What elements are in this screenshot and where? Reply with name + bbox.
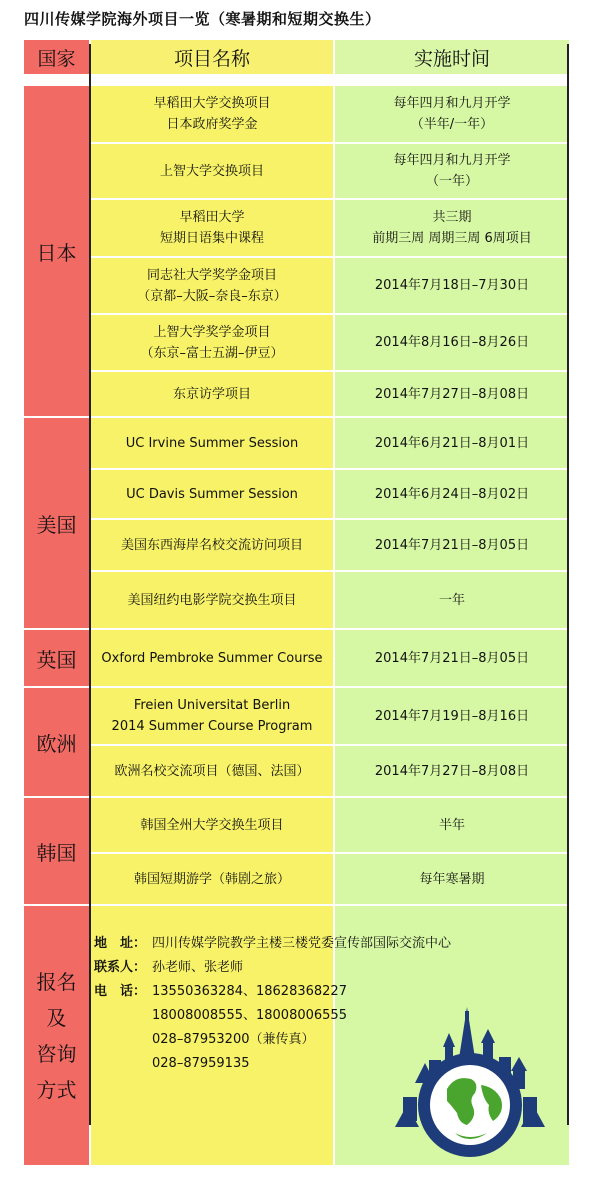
schedule-line: 每年寒暑期 (419, 871, 485, 887)
schedule-cell (335, 852, 569, 904)
schedule-cell (335, 744, 569, 796)
schedule-cell (335, 256, 569, 313)
schedule-cell (335, 518, 569, 570)
column-divider-right (567, 44, 569, 1125)
project-name-cell (91, 796, 333, 852)
schedule-line: 每年四月和九月开学 (393, 153, 511, 168)
phone-value-3: 028–87953200（兼传真） (152, 1032, 315, 1047)
phone-row (94, 980, 451, 1004)
project-name-cell (91, 468, 333, 518)
schedule-cell (335, 313, 569, 370)
contact-heading-line: 及 (46, 1005, 67, 1030)
country-cell: 英国 (24, 628, 89, 686)
schedule-line: 共三期 (432, 210, 472, 225)
project-name-cell (91, 744, 333, 796)
country-cell: 韩国 (24, 796, 89, 904)
country-cell: 欧洲 (24, 686, 89, 796)
project-name-cell (91, 686, 333, 744)
phone-label: 电 话： (94, 984, 147, 999)
project-name-line: 上智大学交换项目 (159, 163, 264, 179)
project-name-line: 2014 Summer Course Program (111, 719, 313, 734)
schedule-cell (335, 468, 569, 518)
country-cell: 日本 (24, 84, 89, 416)
column-divider-left (89, 44, 91, 1125)
project-name-line: 韩国短期游学（韩剧之旅） (133, 871, 290, 887)
schedule-line: 2014年6月24日–8月02日 (374, 486, 530, 502)
globe-landmarks-illustration (395, 1005, 545, 1165)
project-name-line: （东京–富士五湖–伊豆） (140, 345, 284, 361)
schedule-cell (335, 686, 569, 744)
schedule-line: 2014年7月21日–8月05日 (374, 537, 530, 553)
schedule-line: 2014年7月18日–7月30日 (374, 278, 530, 293)
schedule-line: 2014年6月21日–8月01日 (374, 435, 530, 451)
project-name-line: 上智大学奖学金项目 (153, 324, 271, 340)
project-name-line: 短期日语集中课程 (159, 231, 264, 246)
project-name-line: 早稻田大学 (179, 210, 245, 225)
schedule-cell (335, 416, 569, 468)
schedule-cell (335, 796, 569, 852)
project-name-cell (91, 518, 333, 570)
schedule-line: 2014年7月19日–8月16日 (374, 708, 530, 724)
person-label: 联系人： (94, 960, 147, 975)
phone-indent (94, 1004, 152, 1028)
header-country: 国家 (24, 40, 89, 74)
schedule-line: 半年 (438, 817, 465, 833)
project-name-line: UC Davis Summer Session (126, 486, 298, 502)
person-value: 孙老师、张老师 (152, 960, 244, 975)
project-name-cell (91, 256, 333, 313)
project-name-line: 美国东西海岸名校交流访问项目 (120, 537, 303, 553)
address-value: 四川传媒学院教学主楼三楼党委宣传部国际交流中心 (152, 936, 452, 951)
page-title: 四川传媒学院海外项目一览（寒暑期和短期交换生） (24, 10, 381, 28)
project-name-line: Oxford Pembroke Summer Course (101, 650, 323, 666)
project-name-line: （京都–大阪–奈良–东京） (137, 288, 287, 304)
project-name-line: 美国纽约电影学院交换生项目 (127, 592, 297, 608)
schedule-line: 每年四月和九月开学 (393, 96, 511, 111)
project-name-line: 东京访学项目 (172, 386, 251, 402)
schedule-line: （一年） (425, 174, 478, 189)
schedule-line: 2014年7月21日–8月05日 (374, 650, 530, 666)
schedule-cell (335, 142, 569, 198)
schedule-line: （半年/一年） (410, 117, 494, 132)
phone-value-1: 13550363284、18628368227 (152, 984, 347, 999)
project-name-cell (91, 84, 333, 142)
project-name-line: 韩国全州大学交换生项目 (140, 817, 284, 833)
project-name-line: UC Irvine Summer Session (125, 435, 299, 451)
header-time: 实施时间 (335, 40, 569, 74)
contact-heading-line: 咨询 (36, 1041, 77, 1066)
contact-heading-line: 报名 (36, 969, 77, 994)
schedule-line: 2014年7月27日–8月08日 (374, 763, 530, 779)
project-name-cell (91, 416, 333, 468)
schedule-cell (335, 84, 569, 142)
contact-heading-line: 方式 (36, 1077, 77, 1102)
address-row (94, 932, 451, 956)
schedule-line: 前期三周 周期三周 6周项目 (372, 231, 532, 246)
contact-heading-cell (24, 904, 89, 1165)
project-name-line: 同志社大学奖学金项目 (146, 267, 277, 283)
phone-indent (94, 1052, 152, 1076)
schedule-line: 一年 (438, 592, 465, 608)
header-project: 项目名称 (91, 40, 333, 74)
project-name-cell (91, 370, 333, 416)
person-row (94, 956, 451, 980)
schedule-line: 2014年8月16日–8月26日 (374, 335, 530, 350)
project-name-cell (91, 313, 333, 370)
project-name-cell (91, 142, 333, 198)
globe-icon (395, 1005, 545, 1165)
project-name-cell (91, 198, 333, 256)
address-label: 地 址： (94, 936, 147, 951)
schedule-line: 2014年7月27日–8月08日 (374, 386, 530, 402)
project-name-cell (91, 628, 333, 686)
schedule-cell (335, 628, 569, 686)
project-name-line: 日本政府奖学金 (166, 117, 258, 132)
schedule-cell (335, 370, 569, 416)
country-cell: 美国 (24, 416, 89, 628)
project-name-line: 早稻田大学交换项目 (153, 96, 271, 111)
project-name-line: Freien Universitat Berlin (133, 698, 291, 713)
project-name-line: 欧洲名校交流项目（德国、法国） (114, 763, 310, 779)
phone-value-4: 028–87959135 (152, 1056, 250, 1071)
project-name-cell (91, 852, 333, 904)
phone-value-2: 18008008555、18008006555 (152, 1008, 347, 1023)
phone-indent (94, 1028, 152, 1052)
schedule-cell (335, 570, 569, 628)
schedule-cell (335, 198, 569, 256)
project-name-cell (91, 570, 333, 628)
